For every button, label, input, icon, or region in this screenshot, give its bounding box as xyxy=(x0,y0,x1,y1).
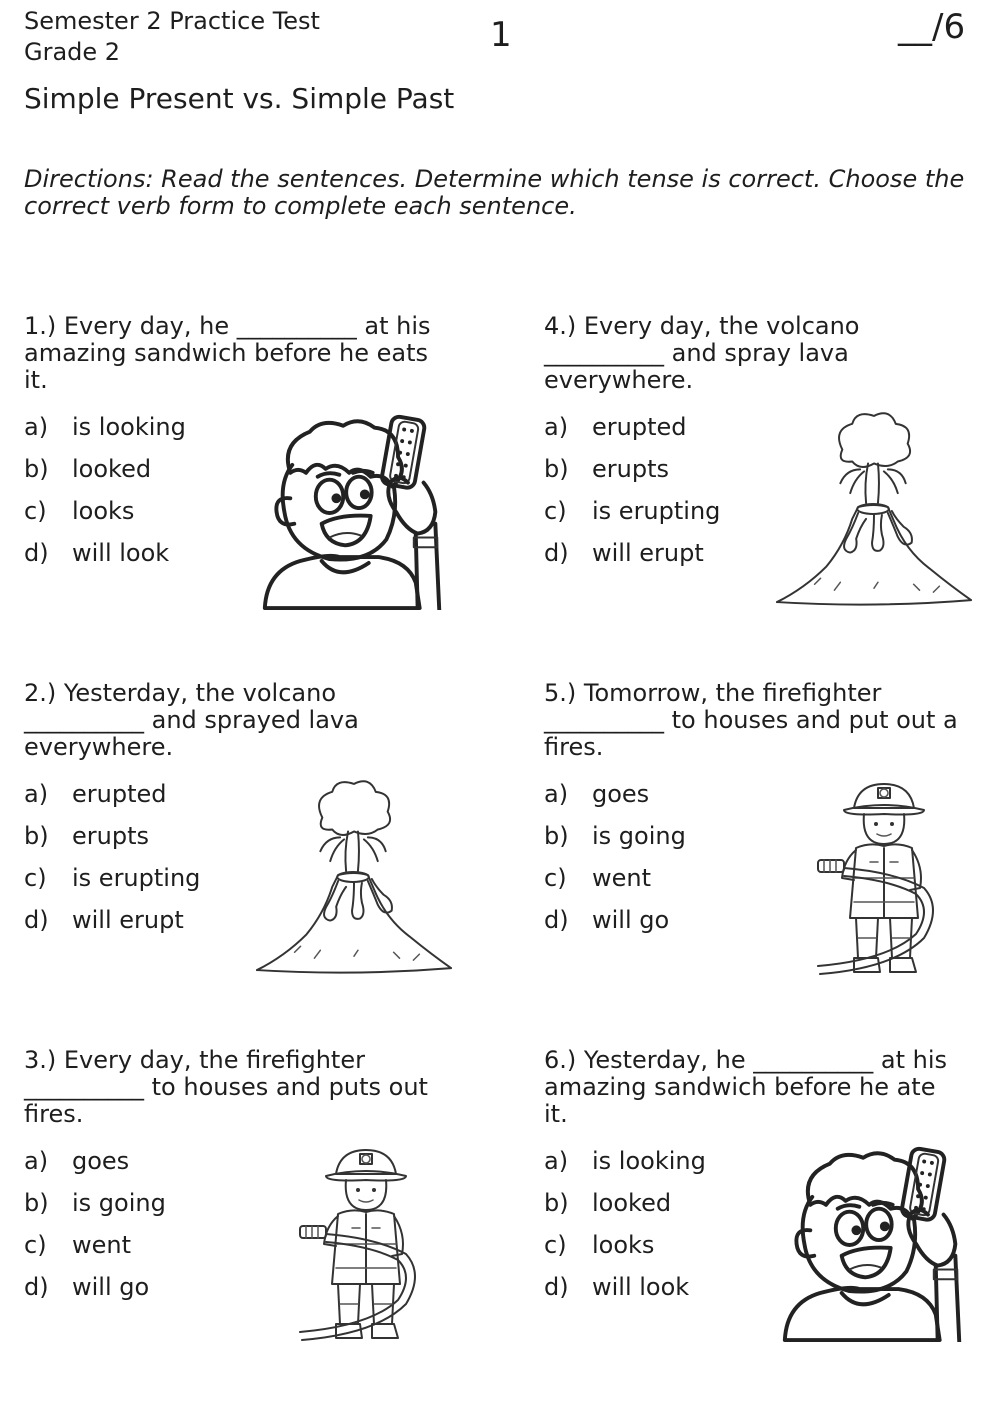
option-text: will go xyxy=(72,1273,150,1301)
option-text: will look xyxy=(72,539,170,567)
option-letter: a) xyxy=(544,780,569,808)
option-text: looks xyxy=(72,497,135,525)
option-letter: c) xyxy=(24,1231,47,1259)
option-letter: a) xyxy=(24,413,49,441)
option-text: went xyxy=(72,1231,132,1259)
option-letter: c) xyxy=(544,864,567,892)
question-prompt xyxy=(544,313,984,394)
prompt-line: amazing sandwich before he ate xyxy=(544,1073,936,1101)
prompt-line: __________ to houses and puts out xyxy=(24,1073,428,1101)
prompt-line: __________ and spray lava xyxy=(544,339,849,367)
prompt-line: it. xyxy=(544,1100,568,1128)
prompt-line: 3.) Every day, the firefighter xyxy=(24,1046,365,1074)
option-text: is going xyxy=(592,822,686,850)
option-text: is erupting xyxy=(72,864,201,892)
option-letter: b) xyxy=(544,822,569,850)
prompt-line: 6.) Yesterday, he __________ at his xyxy=(544,1046,948,1074)
option-letter: b) xyxy=(24,822,49,850)
option-letter: b) xyxy=(24,1189,49,1217)
prompt-line: 5.) Tomorrow, the firefighter xyxy=(544,679,882,707)
page-number: 1 xyxy=(490,15,512,55)
prompt-line: everywhere. xyxy=(24,733,174,761)
firefighter-illustration xyxy=(814,778,954,978)
grade-level: Grade 2 xyxy=(24,38,121,66)
prompt-line: 2.) Yesterday, the volcano xyxy=(24,679,337,707)
boy-with-sandwich-illustration xyxy=(258,414,450,610)
question-prompt xyxy=(24,313,484,394)
option-letter: a) xyxy=(24,1147,49,1175)
option-letter: d) xyxy=(544,1273,569,1301)
option-text: will erupt xyxy=(592,539,704,567)
option-letter: a) xyxy=(544,1147,569,1175)
option-letter: d) xyxy=(544,539,569,567)
option-text: looked xyxy=(592,1189,672,1217)
option-letter: d) xyxy=(24,906,49,934)
option-text: is going xyxy=(72,1189,166,1217)
directions: Directions: Read the sentences. Determine which tense is correct. Choose the correct verb form to complete each sentence. xyxy=(24,165,965,220)
question-prompt xyxy=(544,680,984,761)
option-letter: b) xyxy=(544,455,569,483)
option-text: is erupting xyxy=(592,497,721,525)
question-prompt xyxy=(544,1047,984,1128)
option-text: went xyxy=(592,864,652,892)
volcano-illustration xyxy=(252,778,456,976)
option-text: erupts xyxy=(592,455,669,483)
option-letter: a) xyxy=(24,780,49,808)
option-text: will look xyxy=(592,1273,690,1301)
option-text: goes xyxy=(592,780,650,808)
score-box: __/6 xyxy=(898,7,966,47)
question-prompt xyxy=(24,1047,484,1128)
prompt-line: 1.) Every day, he __________ at his xyxy=(24,312,431,340)
prompt-line: fires. xyxy=(544,733,604,761)
option-text: is looking xyxy=(592,1147,706,1175)
option-text: will go xyxy=(592,906,670,934)
option-text: goes xyxy=(72,1147,130,1175)
prompt-line: __________ to houses and put out a xyxy=(544,706,958,734)
prompt-line: fires. xyxy=(24,1100,84,1128)
boy-with-sandwich-illustration xyxy=(778,1146,970,1342)
firefighter-illustration xyxy=(296,1144,436,1344)
prompt-line: __________ and sprayed lava xyxy=(24,706,359,734)
option-letter: d) xyxy=(24,1273,49,1301)
option-letter: c) xyxy=(544,1231,567,1259)
option-letter: a) xyxy=(544,413,569,441)
option-letter: b) xyxy=(544,1189,569,1217)
option-letter: c) xyxy=(24,864,47,892)
option-text: erupted xyxy=(72,780,167,808)
volcano-illustration xyxy=(772,410,976,608)
prompt-line: everywhere. xyxy=(544,366,694,394)
worksheet-title: Simple Present vs. Simple Past xyxy=(24,82,455,115)
option-text: looked xyxy=(72,455,152,483)
option-letter: d) xyxy=(544,906,569,934)
option-letter: b) xyxy=(24,455,49,483)
option-letter: c) xyxy=(544,497,567,525)
option-text: will erupt xyxy=(72,906,184,934)
option-letter: d) xyxy=(24,539,49,567)
option-text: erupts xyxy=(72,822,149,850)
option-text: is looking xyxy=(72,413,186,441)
test-name: Semester 2 Practice Test xyxy=(24,7,320,35)
prompt-line: amazing sandwich before he eats xyxy=(24,339,428,367)
prompt-line: it. xyxy=(24,366,48,394)
question-prompt xyxy=(24,680,484,761)
prompt-line: 4.) Every day, the volcano xyxy=(544,312,860,340)
option-text: looks xyxy=(592,1231,655,1259)
option-text: erupted xyxy=(592,413,687,441)
option-letter: c) xyxy=(24,497,47,525)
